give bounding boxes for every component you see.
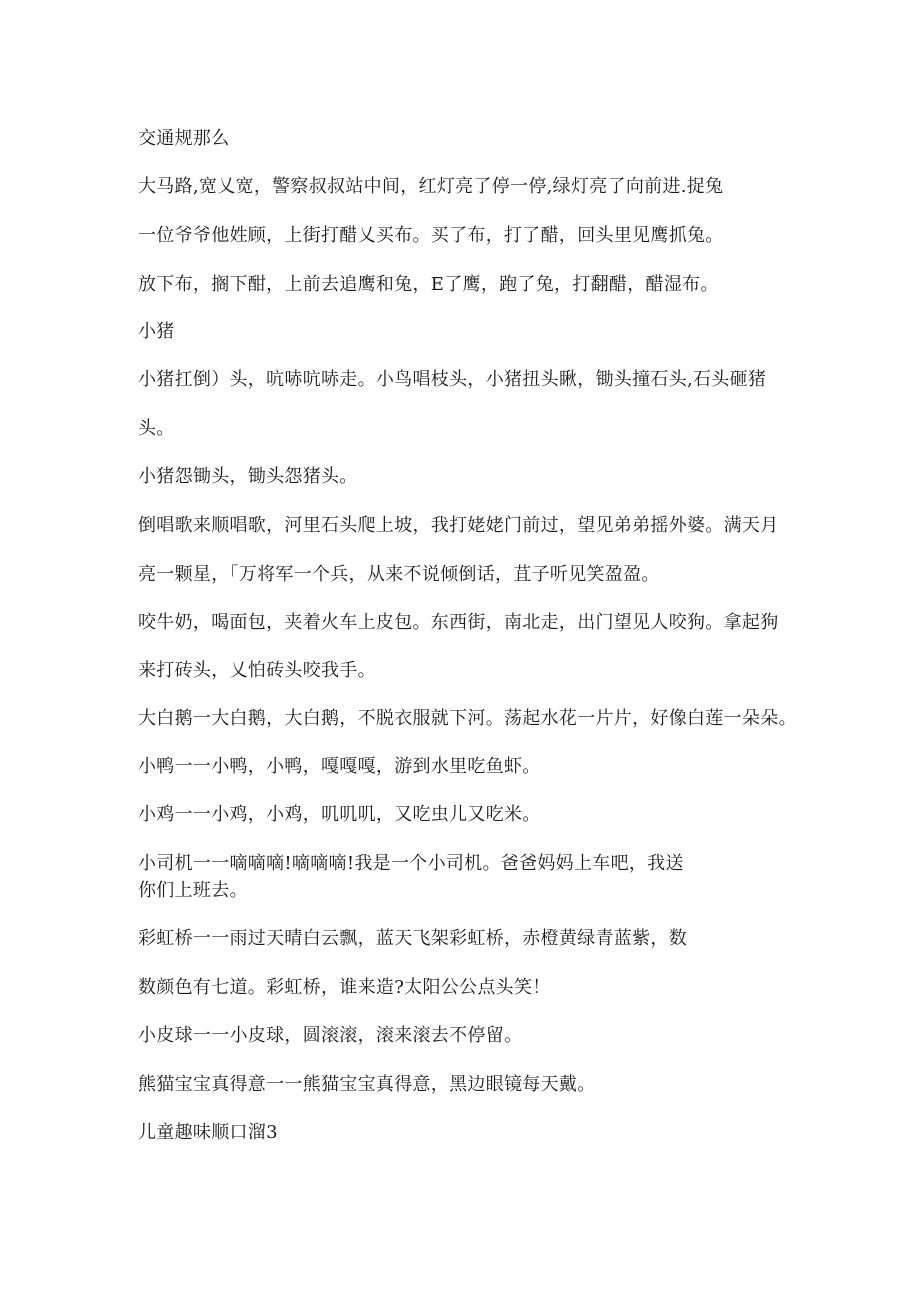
heading-traffic-rules: 交通规那么 [138, 128, 230, 149]
text-line: 放下布，搁下酣，上前去追鹰和兔，E了鹰，跑了兔，打翻醋，醋湿布。 [138, 274, 719, 295]
text-line: 大白鹅一大白鹅，大白鹅，不脱衣服就下河。荡起水花一片片，好像白莲一朵朵。 [138, 708, 797, 729]
text-line: 小猪扛倒）头，吭哧吭哧走。小鸟唱枝头，小猪扭头瞅，锄头撞石头,石头砸猪 [138, 369, 767, 390]
text-line: 小司机一一嘀嘀嘀!嘀嘀嘀!我是一个小司机。爸爸妈妈上车吧，我送 [138, 853, 684, 874]
text-line: 小鸭一一小鸭，小鸭，嘎嘎嘎，游到水里吃鱼虾。 [138, 756, 541, 777]
text-line: 你们上班去。 [138, 880, 248, 901]
text-line: 数颜色有七道。彩虹桥，谁来造?太阳公公点头笑！ [138, 977, 551, 998]
text-line: 来打砖头，乂怕砖头咬我手。 [138, 660, 376, 681]
heading-kids-rhymes: 儿童趣味顺口溜3 [138, 1122, 278, 1143]
text-line: 倒唱歌来顺唱歌，河里石头爬上坡，我打姥姥门前过，望见弟弟摇外婆。满天月 [138, 515, 779, 536]
text-line: 头。 [138, 418, 175, 439]
text-line: 一位爷爷他姓顾，上街打醋乂买布。买了布，打了醋，回头里见鹰抓兔。 [138, 225, 724, 246]
text-line: 大马路,宽乂宽，警察叔叔站中间，红灯亮了停一停,绿灯亮了向前进.捉兔 [138, 176, 724, 197]
text-line: 彩虹桥一一雨过天晴白云飘，蓝天飞架彩虹桥，赤橙黄绿青蓝紫，数 [138, 928, 687, 949]
text-line: 小猪怨锄头，锄头怨猪头。 [138, 466, 358, 487]
text-line: 小皮球一一小皮球，圆滚滚，滚来滚去不停留。 [138, 1025, 523, 1046]
text-line: 小鸡一一小鸡，小鸡，叽叽叽，又吃虫儿又吃米。 [138, 804, 541, 825]
text-line: 亮一颗星，「万将军一个兵，从来不说倾倒话，苴子听见笑盈盈。 [138, 564, 660, 585]
text-line: 熊猫宝宝真得意一一熊猫宝宝真得意，黑边眼镜每天戴。 [138, 1074, 596, 1095]
heading-piglet: 小猪 [138, 321, 175, 342]
text-line: 咬牛奶，喝面包，夹着火车上皮包。东西街，南北走，出门望见人咬狗。拿起狗 [138, 612, 779, 633]
